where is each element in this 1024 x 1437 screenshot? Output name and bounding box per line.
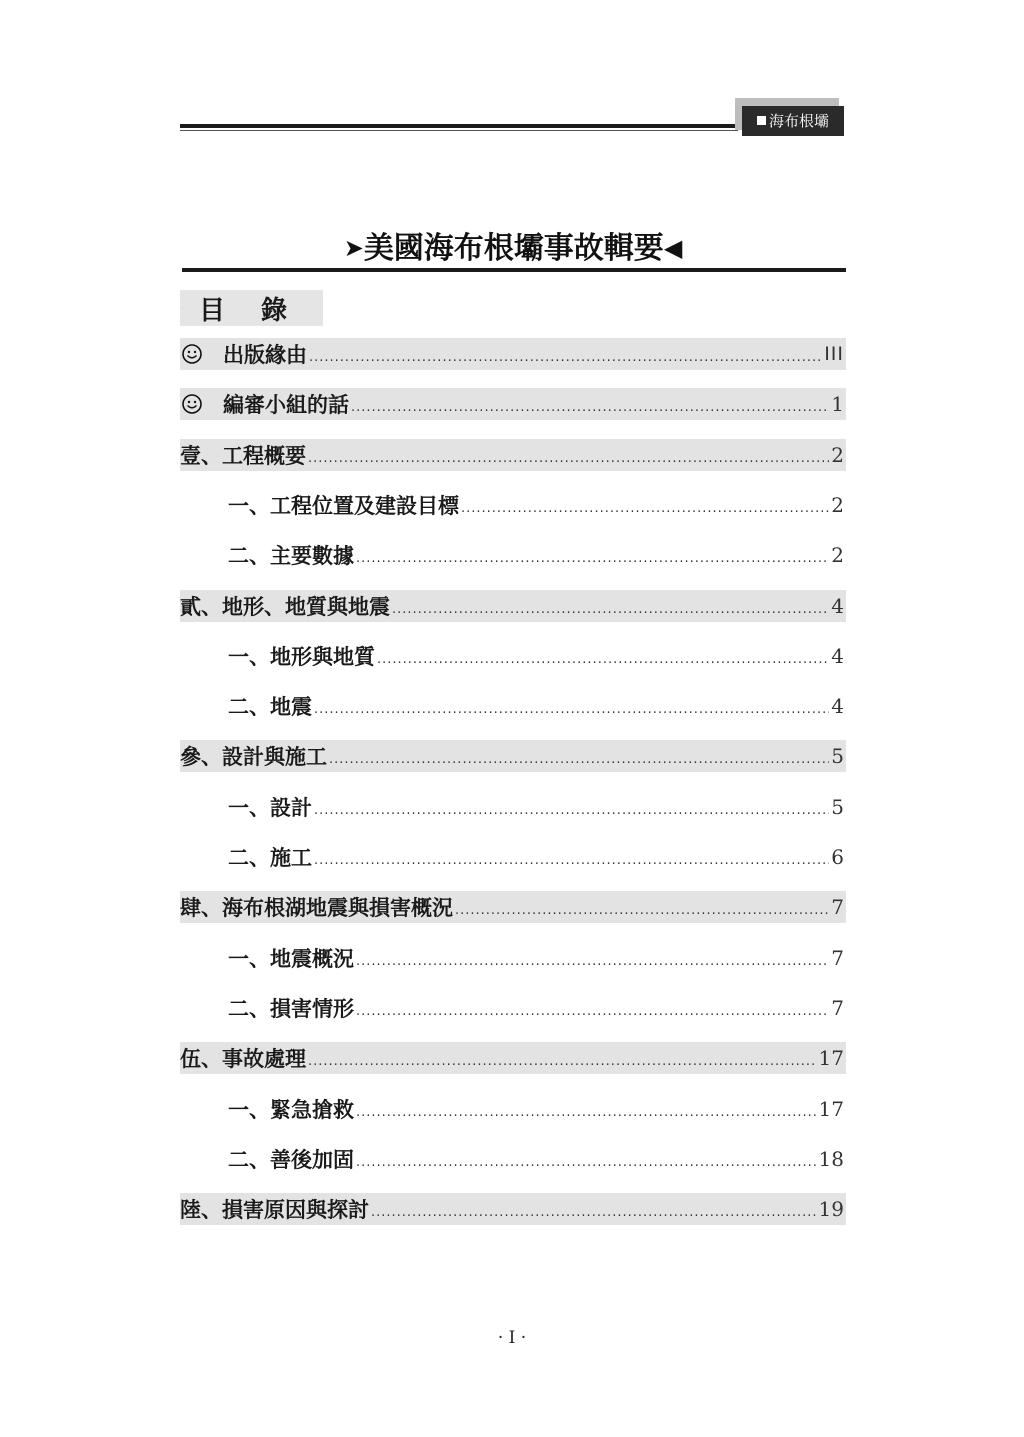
toc-entry[interactable]	[228, 690, 846, 722]
toc-entry-page: 1	[831, 392, 844, 416]
page-title	[180, 226, 846, 271]
toc-dot-leader	[309, 344, 822, 365]
header-rule-thin	[180, 130, 738, 131]
header-tab	[742, 106, 844, 136]
toc-entry[interactable]	[228, 942, 846, 974]
toc-entry-page: 4	[831, 644, 844, 668]
header-tab-label: 海布根壩	[768, 112, 829, 130]
toc-entry-label: 二、主要數據	[228, 544, 354, 568]
toc-dot-leader	[314, 847, 829, 868]
arrow-right-icon: ➤	[343, 234, 364, 262]
toc-dot-leader	[461, 495, 829, 516]
toc-entry-label: 一、工程位置及建設目標	[228, 494, 459, 518]
smile-icon	[181, 393, 203, 415]
toc-entry-page: 17	[818, 1046, 844, 1070]
toc-heading-text: 目錄	[198, 295, 323, 326]
toc-entry-label: 二、地震	[228, 695, 312, 719]
toc-entry-page: 7	[831, 895, 844, 919]
toc-entry-label: 一、地震概況	[228, 947, 354, 971]
toc-dot-leader	[308, 445, 829, 466]
toc-heading	[180, 290, 323, 326]
toc-entry-page: 6	[831, 845, 844, 869]
toc-dot-leader	[314, 797, 829, 818]
toc-entry[interactable]	[180, 740, 846, 772]
toc-entry-page: 2	[831, 443, 844, 467]
toc-dot-leader	[351, 394, 829, 415]
toc-entry[interactable]	[180, 891, 846, 923]
toc-entry-page: 7	[831, 946, 844, 970]
toc-entry[interactable]	[228, 841, 846, 873]
page-title-text: 美國海布根壩事故輯要	[363, 231, 664, 266]
toc-entry[interactable]	[228, 791, 846, 823]
toc-entry-page: 4	[831, 694, 844, 718]
toc-entry-page: 17	[818, 1097, 844, 1121]
page-number: · I ·	[497, 1328, 527, 1348]
toc-dot-leader	[314, 696, 829, 717]
toc-entry-label: 一、地形與地質	[228, 645, 375, 669]
toc-entry[interactable]	[228, 1143, 846, 1175]
toc-entry-label: 肆、海布根湖地震與損害概況	[180, 896, 453, 920]
toc-entry-label: 編審小組的話	[223, 393, 349, 417]
toc-entry-page: 18	[818, 1147, 844, 1171]
toc-dot-leader	[392, 596, 829, 617]
title-rule	[182, 268, 846, 272]
arrow-left-icon: ◀	[663, 234, 683, 262]
toc-entry-label: 二、損害情形	[228, 997, 354, 1021]
toc-entry-page: 5	[831, 795, 844, 819]
toc-entry[interactable]	[180, 388, 846, 420]
toc-dot-leader	[356, 1099, 817, 1120]
toc-entry-label: 一、設計	[228, 796, 312, 820]
toc-entry-page: 2	[831, 543, 844, 567]
header-rule	[180, 124, 738, 128]
toc-entry[interactable]	[180, 1193, 846, 1225]
toc-entry[interactable]	[228, 489, 846, 521]
toc-dot-leader	[308, 1048, 817, 1069]
toc-dot-leader	[356, 948, 829, 969]
toc-dot-leader	[455, 897, 829, 918]
toc-entry-label: 參、設計與施工	[180, 745, 327, 769]
toc-dot-leader	[371, 1199, 817, 1220]
toc-dot-leader	[329, 746, 829, 767]
toc-entry-page: 7	[831, 996, 844, 1020]
toc-entry[interactable]	[228, 1093, 846, 1125]
toc-dot-leader	[356, 545, 829, 566]
toc-dot-leader	[356, 1149, 817, 1170]
toc-entry[interactable]	[180, 590, 846, 622]
smile-icon	[181, 343, 203, 365]
toc-entry[interactable]	[180, 1042, 846, 1074]
toc-dot-leader	[356, 998, 829, 1019]
toc-entry[interactable]	[228, 539, 846, 571]
toc-entry-label: 出版緣由	[223, 343, 307, 367]
toc-entry[interactable]	[180, 338, 846, 370]
toc-dot-leader	[377, 646, 829, 667]
toc-entry-label: 一、緊急搶救	[228, 1098, 354, 1122]
toc-entry-label: 貳、地形、地質與地震	[180, 595, 390, 619]
toc-entry-label: 二、善後加固	[228, 1148, 354, 1172]
toc-entry-page: 19	[818, 1197, 844, 1221]
toc-entry-page: 2	[831, 493, 844, 517]
toc-entry[interactable]	[180, 439, 846, 471]
toc-entry-label: 二、施工	[228, 846, 312, 870]
toc-entry[interactable]	[228, 992, 846, 1024]
toc-entry-page: 5	[831, 744, 844, 768]
square-bullet-icon	[757, 116, 766, 125]
toc-entry-label: 伍、事故處理	[180, 1047, 306, 1071]
toc-entry-label: 陸、損害原因與探討	[180, 1198, 369, 1222]
toc-entry-page: 4	[831, 594, 844, 618]
toc-entry[interactable]	[228, 640, 846, 672]
folder-open-icon	[182, 295, 183, 321]
toc-entry-page: III	[824, 343, 844, 365]
toc-entry-label: 壹、工程概要	[180, 444, 306, 468]
